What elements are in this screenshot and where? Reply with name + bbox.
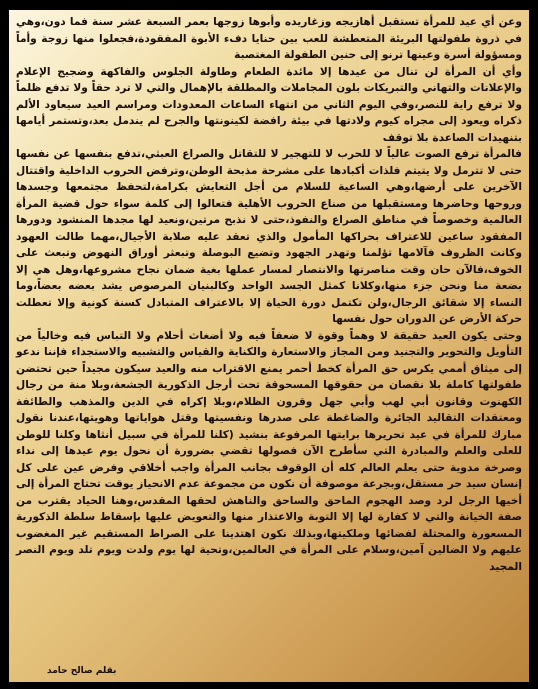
paragraph: وحتى يكون العيد حقيقة لا وهماً وقوة لا ضعفاً فيه ولا أضغاث أحلام ولا التباس فيه وخالياً من التأويل والتحوير والتجنيد ومن المجاز والاستعارة والكناية والقياس والتشبيه والاستجداء فإننا ندعو إلى ميثاق أممي يكرس حق المرأة كخط أحمر يمنع الاقتراب منه والعيد سيكون مجيداً حين تحتضن طفولتها كاملة بلا نقصان من حقوقها المسحوقة تحت أرجل الذكورية الجشعة،وبلا منة من رجال الكهنوت وقانون أبي لهب وأبي جهل وقرون الظلام،وبلا إكراه في الدين والمذهب والطائفة ومعتقدات التقاليد الجائرة والضاغطة على صدرها ونفسيتها وقتل هواياتها وهويتها،عندنا نقول مبارك للمرأة في عيد تحريرها برايتها المرفوعة بنشيد (كلنا للمرأة في سبيل أنثاها وكلنا للوطن للعلى والعلم والمبادرة التي سأطرح الآن فصولها تقضي بضرورة أن نحول يوم عيدها إلى نداء وصرخة مدوية حتى يعلم العالم كله أن الوقوف بجانب المرأة واجب أخلاقي وفرض عين على كل إنسان سيد حر مستقل،وبجرعة موصوفة أن نكون من مجموعة عدم الانحياز يوقت تحتاج المرأة إلى أخيها الرجل لرد وصد الهجوم الماحق والساحق والناهش لحقها المقدس،وهنا الحياد يقترب من صفة الخيانة والتي لا كفارة لها إلا التوبة والاعتذار منها والتعويض عليها بإسقاط سلطة الذكورية المسعورة والمحتلة لفضائها وملكيتها،وبذلك نكون اهتدينا على الصراط المستقيم غير المغضوب عليهم ولا الضالين آمين،وسلام على المرأة في العالمين،وتحية لها يوم ولدت ويوم تلد ويوم النصر المجيد bbox=[16, 329, 522, 573]
author-signature: بقلم صالح حامد bbox=[47, 666, 117, 676]
paragraph: فالمرأة ترفع الصوت عالياً لا للحرب لا للتهجير لا للتقاتل والصراع العبثي،تدفع بنفسها عن نفسها حتى لا تترمل ولا يتيتم فلذات أكبادها على مشرحة مذبحة الوطن،وترفض الحروب الداخلية واقتتال الآخرين على أرضها،وهي الساعية للسلام من أجل التعايش بكرامة،لتحفظ مجتمعها وجسدها وروحها وحاضرها ومستقبلها من صناع الحروب الأهلية فتعالوا إلى كلمة سواء حول قضية المرأة العالمية وخصوصاً في مناطق الصراع والنفوذ،حتى لا نذبح مرتين،ونعيد لها مجدها المنشود ودورها المفقود ساعين للاعتراف بحراكها المأمول والذي تعقد عليه صلابة الأجيال،مهما طالت العهود وكانت الظروف فآلامها تؤلمنا وتهدر الجهود وتضيع البوصلة وتبعثر أوراق النهوض وتبعث على الخوف،فالآن حان وقت مناصرتها والانتصار لمسار عملها بغية ضمان نجاح مشروعها،وهل هي إلا بضعة منا ونحن جزء منها،وكلانا كمثل الجسد الواحد وكالبنيان المرصوص يشد بعضه بعضاً،وما النساء إلا شقائق الرجال،ولن تكتمل دورة الحياة إلا بالاعتراف المتبادل كسنة كونية وإلا تعطلت حركة الأرض عن الدوران حول نفسها bbox=[16, 148, 522, 325]
paragraph: وعن أي عيد للمرأة تستقبل أهازيجه وزغاريده وأبوها زوجها بعمر السبعة عشر سنة فما دون،وهي في ذروة طفولتها البريئة المتعطشة للعب بين حنايا دفء الأبوة المفقودة،فجعلوا منها زوجة وأماً ومسؤولة أسرة وعينها ترنو إلى حنين الطفولة المغتصبة bbox=[16, 16, 522, 61]
paragraph: وأي أن المرأة لن تنال من عيدها إلا مائدة الطعام وطاولة الجلوس والفاكهة وضجيج الإعلام والإعلانات والتهاني والتبريكات بلون المجاملات والمطلقة بالإهمال والتي لا ترد حقاً ولا تدفع ظلماً ولا ترفع راية للنصر،وفي اليوم الثاني من انتهاء الساعات المعدودات ومراسم العيد سيعاود الألم ذكراه ويعود إلى مجراه كيوم ولادتها في بيئة رافضة لكينونتها والجرح لم يندمل بعد،وتستمر أيامها بتنهيدات الصاعدة بلا توقف bbox=[16, 65, 522, 144]
article-body bbox=[16, 14, 522, 575]
article-page bbox=[9, 10, 529, 682]
